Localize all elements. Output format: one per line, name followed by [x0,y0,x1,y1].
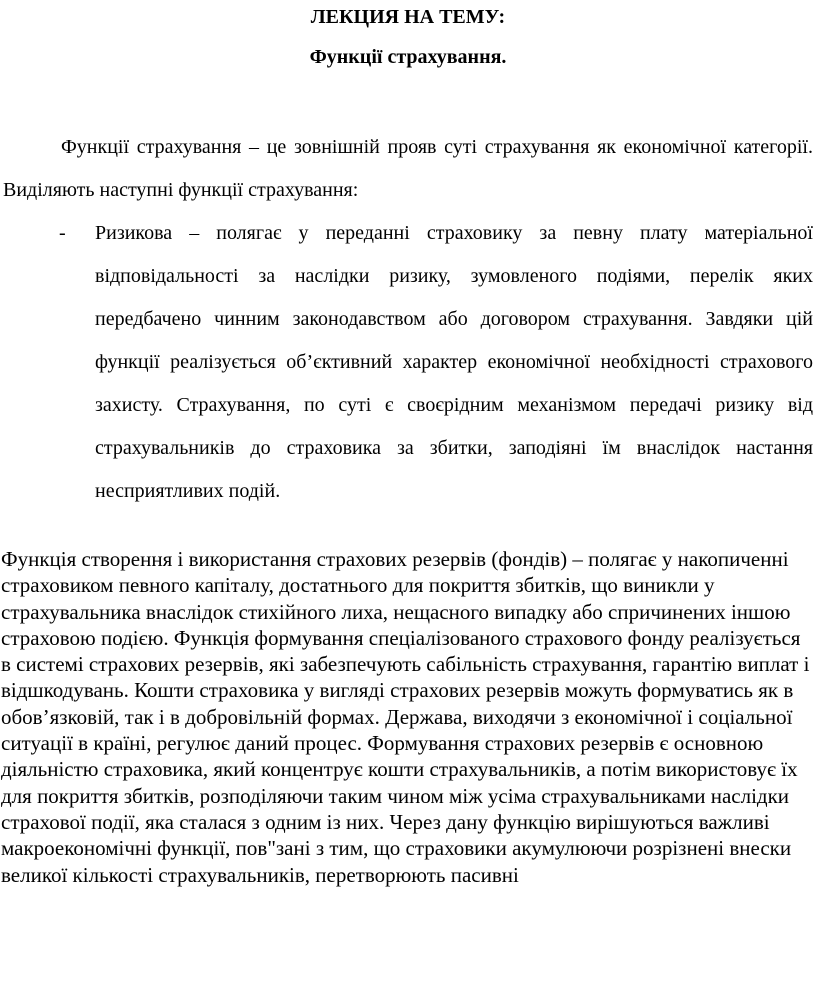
lecture-title: ЛЕКЦИЯ НА ТЕМУ: [310,6,506,28]
functions-list [0,212,816,513]
list-item-text: Ризикова – полягає у переданні страховику за певну плату матеріальної відповідальності за наслідки ризику, зумовленого подіями, перелік яких передбачено чинним законодавством або договором страхування. Завдяки цій функції реалізується об’єктивний характер економічної необхідності страхового захисту. Страхування, по суті є своєрідним механізмом передачі ризику від страхувальників до страховика за збитки, заподіяні їм внаслідок настання несприятливих подій. [95,222,813,502]
list-item-risk-function [0,212,816,513]
body-paragraph: Функція створення і використання страхових резервів (фондів) – полягає у накопиченні страховиком певного капіталу, достатнього для покриття збитків, що виникли у страхувальника внаслідок стихійного лиха, нещасного випадку або спричинених іншою страховою подією. Функція формування спеціалізованого страхового фонду реалізується в системі страхових резервів, які забезпечують сабільність страхування, гарантію виплат і відшкодувань. Кошти страховика у вигляді страхових резервів можуть формуватись як в обов’язковій, так і в добровільній формах. Держава, виходячи з економічної і соціальної ситуації в країні, регулює даний процес. Формування страхових резервів є основною діяльністю страховика, який концентрує кошти страхувальників, а потім використовує їх для покриття збитків, розподіляючи таким чином між усіма страхувальниками наслідки страхової події, яка сталася з одним із них. Через дану функцію вирішуються важливі макроекономічні функції, пов"зані з тим, що страховики акумулюючи розрізнені внески великої кількості страхувальників, перетворюють пасивні [1,547,810,887]
list-bullet: - [59,222,66,244]
lecture-subtitle: Функції страхування. [309,46,507,68]
intro-paragraph: Функції страхування – це зовнішній прояв суті страхування як економічної категорії. Виділяють наступні функції страхування: [3,136,813,201]
